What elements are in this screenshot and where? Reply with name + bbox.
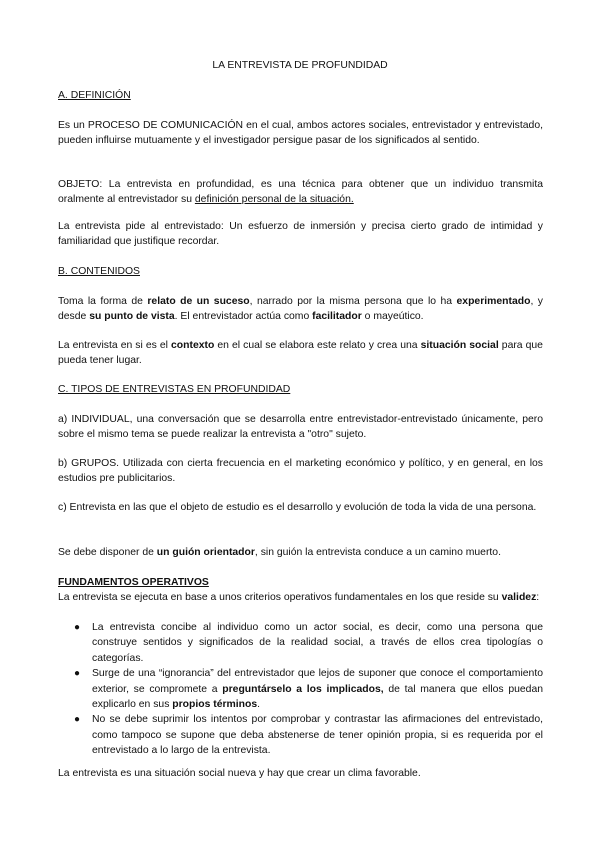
- definicion-personal-phrase: definición personal de la situación.: [194, 194, 354, 206]
- text-run: :: [536, 592, 540, 603]
- objeto-text: OBJETO: La entrevista en profundidad, es una técnica para obtener que un individuo transmita oralmente al entrevistador su: [58, 179, 543, 206]
- text-run: .: [257, 699, 261, 711]
- section-c-heading: C. TIPOS DE ENTREVISTAS EN PROFUNDIDAD: [58, 384, 291, 395]
- document-title: LA ENTREVISTA DE PROFUNDIDAD: [212, 60, 388, 71]
- emphasis-text: experimentado: [456, 296, 531, 307]
- section-a-heading: A. DEFINICIÓN: [58, 90, 131, 101]
- emphasis-text: preguntárselo a los implicados,: [222, 683, 384, 695]
- section-a-paragraph-3: La entrevista pide al entrevistado: Un esfuerzo de inmersión y precisa cierto grado de intimidad y familiaridad que justifique recordar.: [58, 221, 543, 248]
- emphasis-text: validez: [501, 592, 537, 603]
- text-run: . El entrevistador actúa como: [174, 311, 313, 323]
- text-run: Se debe disponer de: [58, 547, 157, 558]
- emphasis-text: su punto de vista: [89, 311, 175, 323]
- text-run: o mayeútico.: [361, 311, 424, 323]
- list-item: [58, 620, 543, 666]
- section-c-paragraph-vida: c) Entrevista en las que el objeto de estudio es el desarrollo y evolución de toda la vida de una persona.: [58, 502, 537, 513]
- fundamentos-bullet-list: [58, 620, 543, 759]
- bullet-text: La entrevista concibe al individuo como un actor social, es decir, como una persona que construye sentidos y significados de la realidad social, a través de ellos crea tipologías o categorías.: [92, 622, 543, 664]
- section-a-paragraph-1: Es un PROCESO DE COMUNICACIÓN en el cual, ambos actores sociales, entrevistador y entrevistado, pueden influirse mutuamente y el investigador persigue pasar de los significados al sentido.: [58, 120, 543, 147]
- section-c-paragraph-grupos: b) GRUPOS. Utilizada con cierta frecuencia en el marketing económico y político, y en general, en los estudios pre publicitarios.: [58, 458, 543, 485]
- emphasis-text: propios términos: [172, 699, 258, 711]
- section-b-paragraph-2: [58, 338, 543, 369]
- text-run: Toma la forma de: [58, 296, 148, 307]
- section-b-paragraph-1: [58, 294, 543, 325]
- section-c-paragraph-individual: a) INDIVIDUAL, una conversación que se desarrolla entre entrevistador-entrevistado únicamente, pero sobre el mismo tema se puede realizar la entrevista a "otro" sujeto.: [58, 414, 543, 441]
- bullet-text: No se debe suprimir los intentos por comprobar y contrastar las afirmaciones del entrevistado, como tampoco se supone que deba abstenerse de tener opinión propia, si es requerida por el entrevistado a lo largo de la entrevista.: [92, 714, 543, 757]
- fundamentos-intro: [58, 590, 543, 605]
- list-item: [58, 666, 543, 712]
- text-run: de tal manera que ellos puedan explicarlo en sus: [92, 683, 543, 711]
- emphasis-text: un guión orientador: [156, 547, 255, 558]
- text-run: para que pueda tener lugar.: [58, 340, 543, 367]
- text-run: en el cual se elabora este relato y crea una: [214, 340, 421, 351]
- text-run: La entrevista se ejecuta en base a unos criterios operativos fundamentales en los que reside su: [58, 592, 502, 603]
- text-run: Surge de una “ignorancia” del entrevistador que lejos de suponer que conoce el comportamiento exterior, se compromete a: [92, 668, 543, 695]
- bullet-icon: ●: [74, 622, 81, 633]
- fundamentos-heading: [58, 575, 543, 590]
- emphasis-text: contexto: [171, 340, 215, 351]
- closing-paragraph: La entrevista es una situación social nueva y hay que crear un clima favorable.: [58, 768, 421, 779]
- section-c-paragraph-guion: [58, 545, 543, 560]
- text-run: , y desde: [58, 296, 543, 323]
- emphasis-text: relato de un suceso: [147, 296, 250, 307]
- bullet-icon: ●: [74, 668, 81, 680]
- bullet-icon: ●: [74, 714, 81, 726]
- section-b-heading: B. CONTENIDOS: [58, 266, 140, 277]
- text-run: , narrado por la misma persona que lo ha: [249, 296, 457, 307]
- fundamentos-heading-text: FUNDAMENTOS OPERATIVOS: [58, 577, 209, 588]
- emphasis-text: situación social: [420, 340, 499, 351]
- text-run: , sin guión la entrevista conduce a un camino muerto.: [254, 547, 501, 558]
- emphasis-text: facilitador: [312, 311, 362, 323]
- section-a-paragraph-2: [58, 177, 543, 208]
- list-item: [58, 712, 543, 758]
- text-run: La entrevista en si es el: [58, 340, 172, 351]
